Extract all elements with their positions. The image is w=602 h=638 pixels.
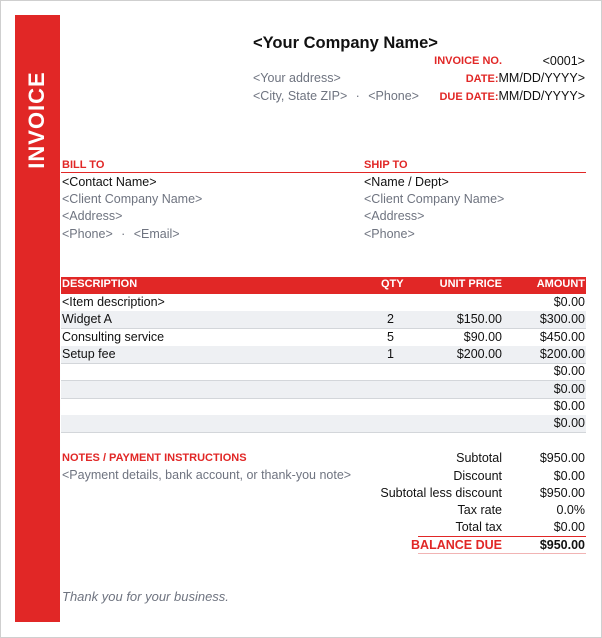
item-description-cell: <Item description> (62, 295, 165, 309)
item-description-cell: Setup fee (62, 346, 116, 361)
item-amount-cell: $200.00 (539, 346, 585, 361)
table-row (61, 294, 586, 312)
total-tax-value: $0.00 (553, 520, 585, 534)
company-address: <Your address> (253, 71, 341, 85)
discount-value: $0.00 (553, 469, 585, 483)
table-row (61, 381, 586, 399)
table-row (61, 329, 586, 347)
table-row (61, 415, 586, 433)
subtotal-label: Subtotal (456, 451, 502, 465)
bill-to-email: <Email> (133, 227, 180, 241)
item-amount-cell: $450.00 (539, 329, 585, 344)
table-row (61, 363, 586, 381)
address-divider (61, 172, 586, 173)
header-unit-price: UNIT PRICE (439, 278, 502, 290)
invoice-title: INVOICE (24, 71, 49, 169)
thank-you-note: Thank you for your business. (62, 589, 229, 604)
item-qty-cell: 5 (387, 329, 394, 344)
balance-due-label: BALANCE DUE (411, 538, 502, 552)
ship-to-heading: SHIP TO (364, 159, 408, 171)
notes-text: <Payment details, bank account, or thank-you note> (62, 468, 352, 482)
date-line (466, 71, 585, 85)
bill-to-contact-line (62, 227, 180, 241)
date-label: DATE: (465, 73, 499, 85)
notes-heading: NOTES / PAYMENT INSTRUCTIONS (62, 452, 247, 464)
separator-dot: · (355, 89, 360, 103)
table-row (61, 311, 586, 329)
item-amount-cell: $0.00 (553, 364, 585, 379)
ship-to-address: <Address> (364, 209, 425, 223)
subtotal-less-discount-label: Subtotal less discount (380, 486, 502, 500)
item-qty-cell: 2 (387, 312, 394, 327)
balance-due-value: $950.00 (539, 538, 585, 552)
header-description: DESCRIPTION (62, 278, 138, 290)
bill-to-address: <Address> (62, 209, 123, 223)
items-table-header (61, 277, 586, 294)
company-phone: <Phone> (368, 89, 419, 103)
tax-rate-value: 0.0% (556, 503, 585, 517)
item-unit-price-cell: $150.00 (456, 312, 502, 327)
subtotal-value: $950.00 (539, 451, 585, 465)
ship-to-name: <Name / Dept> (364, 175, 449, 189)
separator-dot: · (121, 227, 126, 241)
company-name: <Your Company Name> (253, 34, 438, 52)
item-amount-cell: $0.00 (553, 398, 585, 413)
item-description-cell: Consulting service (62, 329, 165, 344)
ship-to-company: <Client Company Name> (364, 192, 505, 206)
item-amount-cell: $0.00 (553, 381, 585, 396)
item-description-cell: Widget A (62, 312, 113, 327)
invoice-no-label: INVOICE NO. (434, 55, 502, 67)
header-amount: AMOUNT (536, 278, 585, 290)
due-date-line (439, 89, 585, 103)
bill-to-contact: <Contact Name> (62, 175, 157, 189)
table-row (61, 346, 586, 364)
table-row (61, 398, 586, 416)
bill-to-heading: BILL TO (62, 159, 105, 171)
item-unit-price-cell: $200.00 (456, 346, 502, 361)
invoice-no-value: <0001> (542, 54, 585, 68)
company-city-state-zip: <City, State ZIP> (253, 89, 348, 103)
due-date-value: MM/DD/YYYY> (498, 89, 585, 103)
total-tax-label: Total tax (455, 520, 502, 534)
ship-to-phone: <Phone> (364, 227, 415, 241)
discount-label: Discount (453, 469, 502, 483)
bill-to-company: <Client Company Name> (62, 192, 203, 206)
tax-rate-label: Tax rate (457, 503, 502, 517)
bill-to-phone: <Phone> (62, 227, 113, 241)
balance-top-rule (418, 536, 586, 537)
due-date-label: DUE DATE: (439, 91, 499, 103)
item-qty-cell: 1 (387, 346, 394, 361)
item-amount-cell: $300.00 (539, 312, 585, 327)
date-value: MM/DD/YYYY> (498, 71, 585, 85)
header-qty: QTY (381, 278, 404, 290)
item-unit-price-cell: $90.00 (463, 329, 502, 344)
item-amount-cell: $0.00 (553, 416, 585, 431)
company-contact-line (253, 89, 419, 103)
item-amount-cell: $0.00 (553, 295, 585, 309)
subtotal-less-discount-value: $950.00 (539, 486, 585, 500)
balance-bottom-rule (418, 553, 586, 554)
